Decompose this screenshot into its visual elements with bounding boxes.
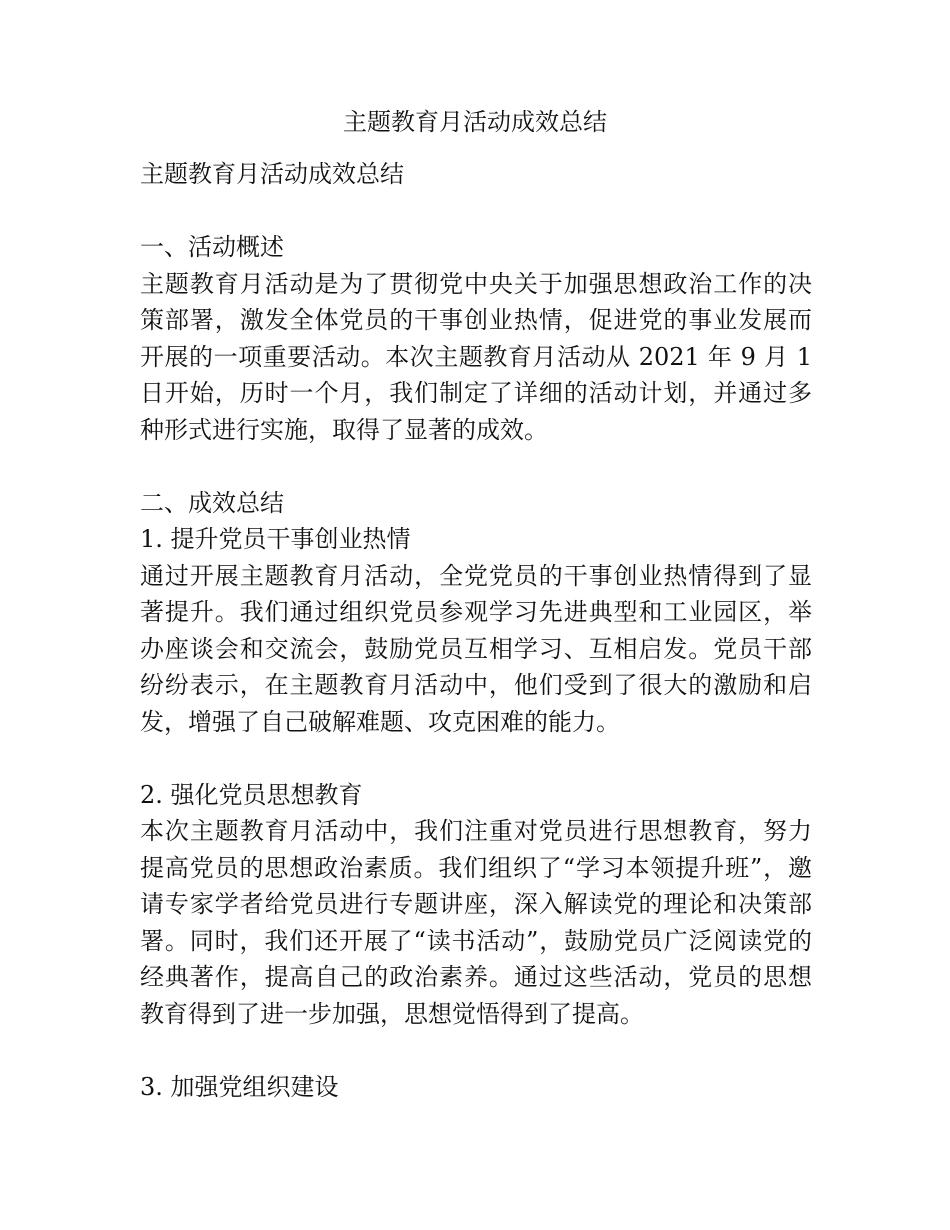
document-title: 主题教育月活动成效总结 — [343, 108, 607, 136]
item-2-line: 请专家学者给党员进行专题讲座，深入解读党的理论和决策部 — [140, 890, 812, 918]
item-2-line: 提高党员的思想政治素质。我们组织了“学习本领提升班”，邀 — [140, 853, 812, 882]
section-2-heading: 二、成效总结 — [140, 488, 284, 517]
item-1-heading: 1. 提升党员干事创业热情 — [140, 525, 411, 553]
section-1-line: 日开始，历时一个月，我们制定了详细的活动计划，并通过多 — [140, 379, 812, 407]
item-2-line: 本次主题教育月活动中，我们注重对党员进行思想教育，努力 — [140, 817, 812, 845]
item-3-heading: 3. 加强党组织建设 — [140, 1072, 339, 1101]
document-subtitle: 主题教育月活动成效总结 — [140, 160, 404, 188]
section-1-line: 开展的一项重要活动。本次主题教育月活动从 2021 年 9 月 1 — [140, 342, 812, 371]
section-1-heading: 一、活动概述 — [140, 233, 284, 261]
item-1-line: 办座谈会和交流会，鼓励党员互相学习、互相启发。党员干部 — [140, 634, 812, 663]
blank-line — [140, 1032, 812, 1069]
blank-line — [140, 740, 812, 777]
document-body — [140, 156, 812, 1105]
item-1-line: 通过开展主题教育月活动，全党党员的干事创业热情得到了显 — [140, 561, 812, 590]
section-1-line: 主题教育月活动是为了贯彻党中央关于加强思想政治工作的决 — [140, 269, 812, 298]
blank-line — [140, 448, 812, 485]
item-1-line: 纷纷表示，在主题教育月活动中，他们受到了很大的激励和启 — [140, 671, 812, 699]
item-2-line: 经典著作，提高自己的政治素养。通过这些活动，党员的思想 — [140, 963, 812, 991]
section-1-line: 策部署，激发全体党员的干事创业热情，促进党的事业发展而 — [140, 306, 812, 334]
section-1-line: 种形式进行实施，取得了显著的成效。 — [140, 415, 548, 444]
item-1-line: 发，增强了自己破解难题、攻克困难的能力。 — [140, 707, 620, 736]
item-1-line: 著提升。我们通过组织党员参观学习先进典型和工业园区，举 — [140, 598, 812, 626]
item-2-line: 教育得到了进一步加强，思想觉悟得到了提高。 — [140, 999, 644, 1028]
blank-line — [140, 193, 812, 230]
item-2-heading: 2. 强化党员思想教育 — [140, 780, 363, 809]
item-2-line: 署。同时，我们还开展了“读书活动”，鼓励党员广泛阅读党的 — [140, 926, 812, 955]
